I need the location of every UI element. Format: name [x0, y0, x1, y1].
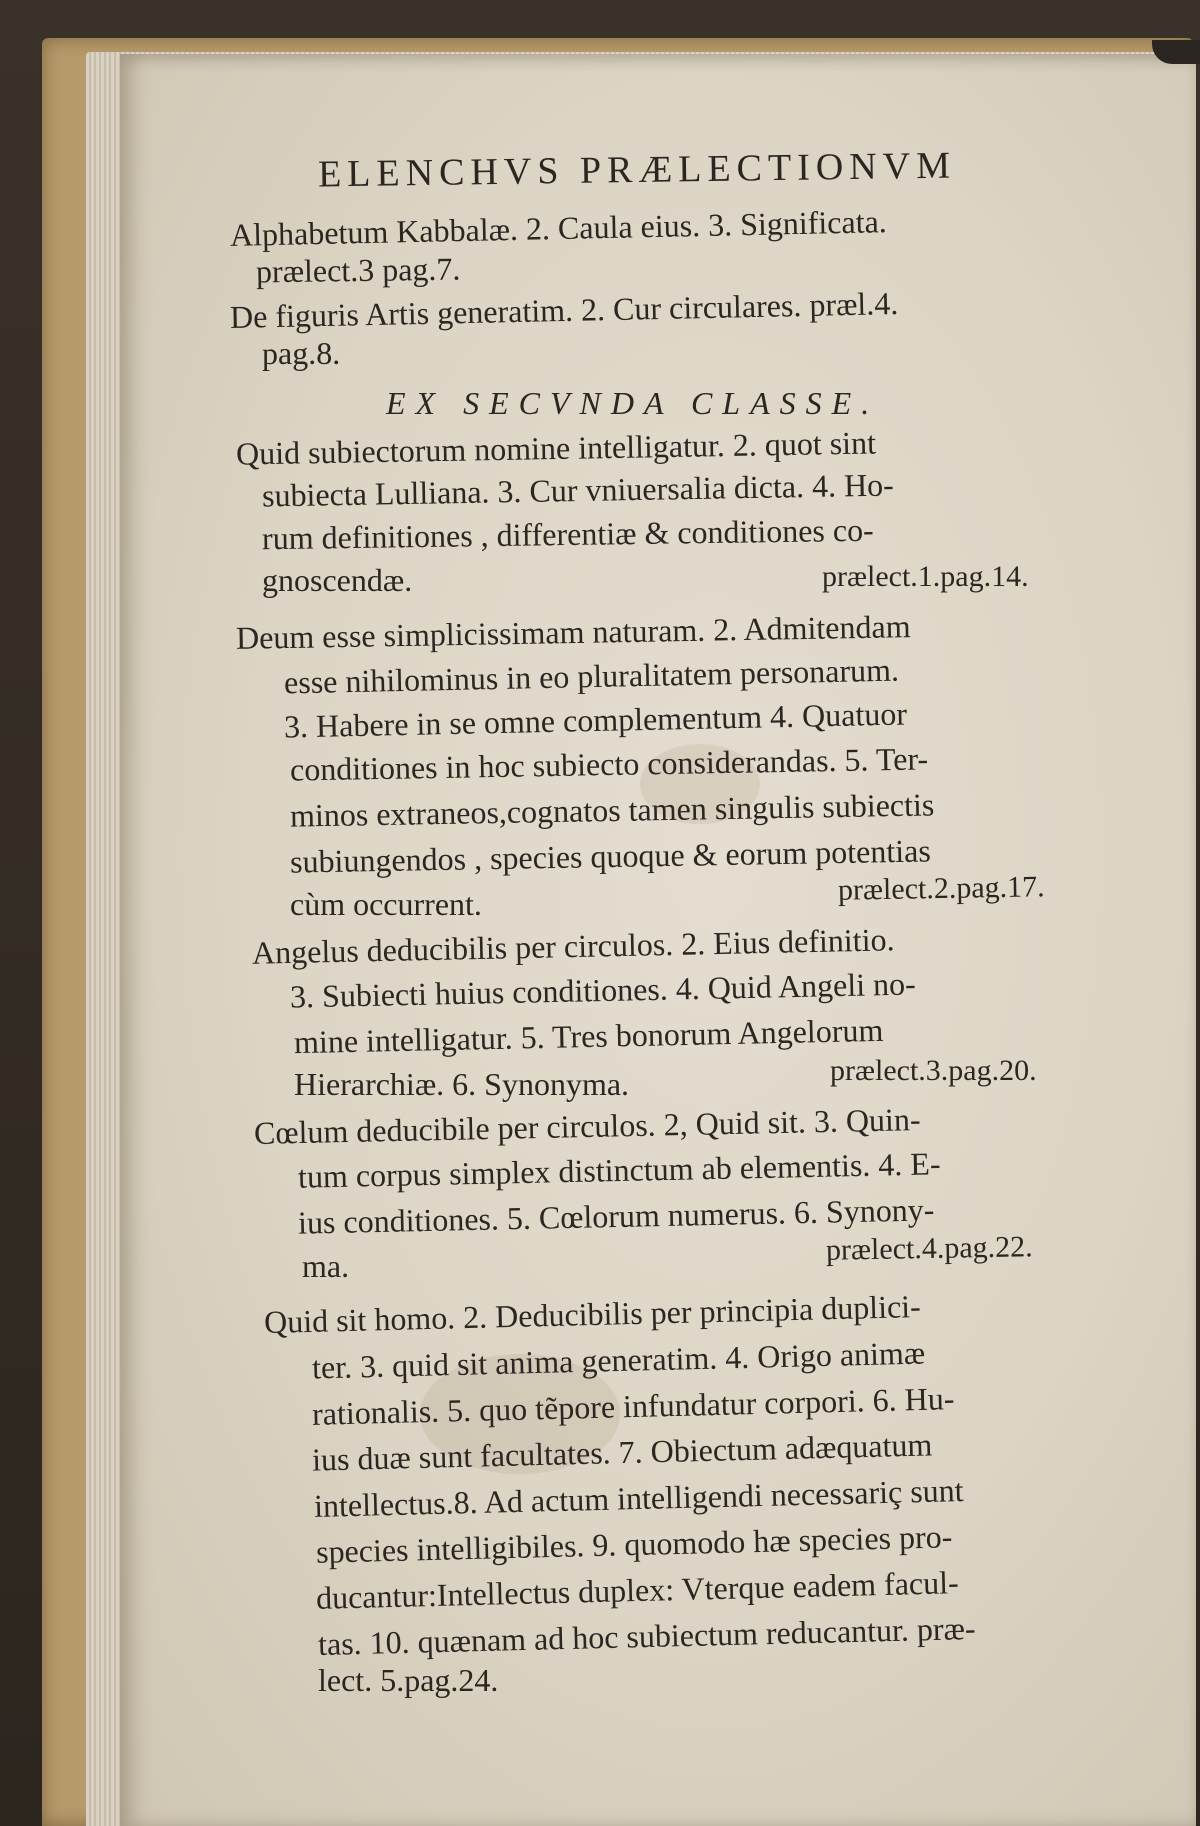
entry-line: Quid sit homo. 2. Deducibilis per principia duplici-	[263, 1287, 922, 1341]
entry-line: Deum esse simplicissimam naturam. 2. Admitendam	[235, 608, 911, 656]
entry-line: tas. 10. quænam ad hoc subiectum reducantur. præ-	[317, 1609, 976, 1663]
entry-line: Alphabetum Kabbalæ. 2. Caula eius. 3. Significata.	[229, 203, 888, 253]
entry-line: ius duæ sunt facultates. 7. Obiectum adæquatum	[311, 1426, 933, 1478]
entry-line: subiecta Lulliana. 3. Cur vniuersalia dicta. 4. Ho-	[261, 466, 895, 514]
entry-line: rationalis. 5. quo tẽpore infundatur corpori. 6. Hu-	[311, 1380, 955, 1432]
lecture-reference: prælect.3.pag.20.	[830, 1054, 1037, 1087]
entry-line: Cœlum deducibile per circulos. 2, Quid sit. 3. Quin-	[253, 1101, 921, 1151]
entry-line: lect. 5.pag.24.	[318, 1662, 499, 1698]
entry-line: ma.	[302, 1248, 350, 1284]
entry-line: 3. Subiecti huius conditiones. 4. Quid Angeli no-	[289, 965, 917, 1015]
lecture-reference: prælect.1.pag.14.	[822, 560, 1029, 593]
lecture-reference: prælect.4.pag.22.	[825, 1230, 1033, 1267]
entry-line: conditiones in hoc subiecto considerandas. 5. Ter-	[289, 740, 929, 788]
entry-line: gnoscendæ.	[262, 562, 413, 598]
entry-line: mine intelligatur. 5. Tres bonorum Angelorum	[293, 1011, 884, 1061]
entry-line: Quid subiectorum nomine intelligatur. 2. quot sint	[235, 424, 877, 472]
entry-line: tum corpus simplex distinctum ab elementis. 4. E-	[297, 1145, 941, 1195]
section-heading: EX SECVNDA CLASSE.	[386, 385, 880, 421]
entry-line: pag.8.	[262, 335, 341, 371]
entry-line: esse nihilominus in eo pluralitatem personarum.	[283, 651, 900, 701]
entry-line: De figuris Artis generatim. 2. Cur circulares. præl.4.	[229, 285, 899, 335]
entry-line: Hierarchiæ. 6. Synonyma.	[294, 1066, 630, 1102]
entry-line: Angelus deducibilis per circulos. 2. Eius definitio.	[251, 921, 895, 971]
entry-line: prælect.3 pag.7.	[255, 250, 461, 290]
entry-line: ducantur:Intellectus duplex: Vterque eadem facul-	[315, 1564, 960, 1616]
entry-line: 3. Habere in se omne complementum 4. Quatuor	[283, 695, 908, 745]
entry-line: ius conditiones. 5. Cœlorum numerus. 6. Synony-	[297, 1191, 935, 1241]
entry-line: minos extraneos,cognatos tamen singulis subiectis	[289, 786, 935, 834]
entry-line: rum definitiones , differentiæ & conditiones co-	[261, 511, 874, 557]
entry-line: species intelligibiles. 9. quomodo hæ species pro-	[315, 1518, 953, 1570]
page-heading: ELENCHVS PRÆLECTIONVM	[317, 144, 957, 196]
lecture-reference: prælect.2.pag.17.	[837, 870, 1045, 907]
entry-line: intellectus.8. Ad actum intelligendi necessariç sunt	[313, 1472, 964, 1524]
entry-line: cùm occurrent.	[290, 886, 482, 922]
entry-line: ter. 3. quid sit anima generatim. 4. Origo animæ	[311, 1334, 926, 1386]
entry-line: subiungendos , species quoque & eorum potentias	[289, 832, 932, 880]
